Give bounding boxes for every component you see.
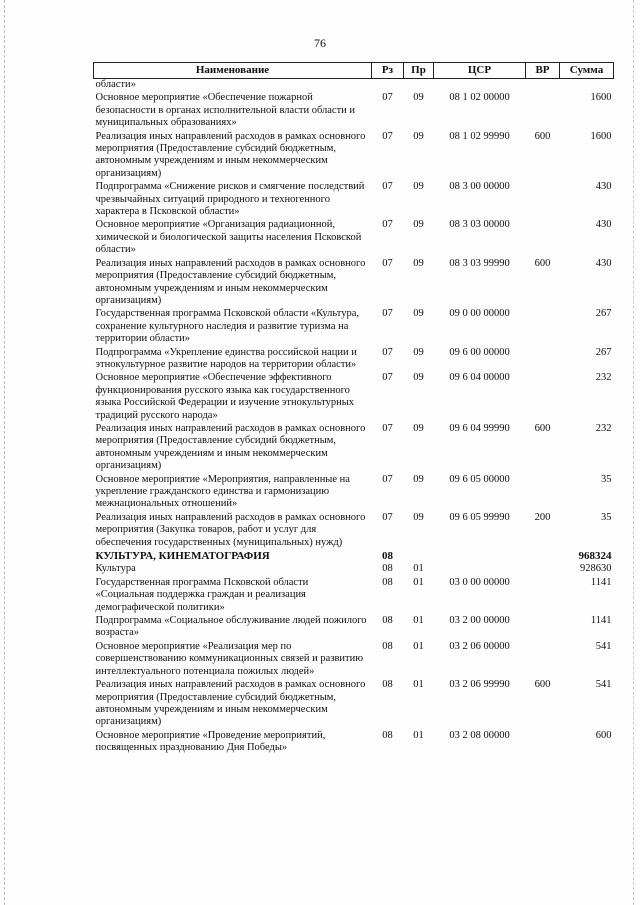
cell-csr: 03 2 00 00000: [449, 615, 510, 627]
cell-vr: [526, 308, 560, 346]
cell-name: Государственная программа Псковской области «Социальная поддержка граждан и реализация демографической политики»: [95, 576, 309, 613]
cell-name: Подпрограмма «Снижение рисков и смягчение последствий чрезвычайных ситуаций природного и техногенного характера в Псковской области»: [95, 181, 365, 218]
cell-rz: 08: [382, 563, 393, 575]
table-row: [94, 79, 614, 93]
cell-csr: [434, 550, 526, 563]
cell-sum: 430: [595, 219, 612, 231]
cell-vr: [526, 347, 560, 373]
cell-csr: 09 6 04 00000: [449, 372, 510, 384]
cell-sum: 232: [595, 422, 612, 434]
cell-vr: [526, 615, 560, 641]
page-number: 76: [314, 36, 326, 50]
cell-sum: [560, 79, 614, 93]
table-row: [94, 92, 614, 130]
cell-rz: 07: [382, 219, 393, 231]
cell-name: Основное мероприятие «Обеспечение эффективного функционирования русского языка как государственного языка Российской Федерации и изучение этнокультурных традиций русского народа»: [95, 372, 355, 421]
cell-vr: [526, 92, 560, 130]
column-header-pr: Пр: [404, 63, 434, 79]
column-header-csr: ЦСР: [434, 63, 526, 79]
cell-name: Основное мероприятие «Проведение мероприятий, посвященных празднованию Дня Победы»: [95, 729, 326, 754]
cell-vr: [526, 577, 560, 615]
cell-sum: 541: [595, 640, 612, 652]
cell-pr: 09: [413, 422, 424, 434]
table-row: [94, 641, 614, 679]
table-row: [94, 423, 614, 474]
cell-rz: 08: [382, 679, 393, 691]
cell-name: Основное мероприятие «Реализация мер по совершенствованию коммуникационных связей и развитию интеллектуального потенциала пожилых людей»: [95, 640, 364, 677]
cell-vr: [526, 563, 560, 576]
table-row: [94, 308, 614, 346]
table-row: [94, 679, 614, 730]
cell-rz: 07: [382, 422, 393, 434]
cell-sum: 430: [595, 181, 612, 193]
cell-vr: 600: [534, 130, 551, 142]
cell-pr: 09: [413, 219, 424, 231]
budget-table: [93, 62, 614, 756]
cell-vr: 200: [534, 511, 551, 523]
cell-pr: 01: [413, 640, 424, 652]
cell-vr: 600: [534, 422, 551, 434]
table-row: [94, 181, 614, 219]
column-header-vr: ВР: [526, 63, 560, 79]
column-header-sum: Сумма: [560, 63, 614, 79]
cell-rz: 08: [382, 550, 393, 563]
cell-csr: 03 2 08 00000: [449, 729, 510, 741]
cell-rz: 08: [382, 640, 393, 652]
cell-name: Реализация иных направлений расходов в рамках основного мероприятия (Предоставление субсидий бюджетным, автономным учреждениям и иным некоммерческим организациям): [95, 130, 366, 179]
cell-csr: 08 1 02 99990: [449, 130, 510, 142]
cell-pr: 09: [413, 308, 424, 320]
cell-pr: 09: [413, 511, 424, 523]
cell-csr: [434, 563, 526, 576]
cell-rz: [372, 79, 404, 93]
cell-rz: 07: [382, 92, 393, 104]
cell-csr: 08 3 00 00000: [449, 181, 510, 193]
cell-pr: 01: [413, 576, 424, 588]
cell-rz: 08: [382, 729, 393, 741]
table-body: [94, 79, 614, 756]
cell-name: области»: [95, 79, 136, 90]
cell-rz: 07: [382, 130, 393, 142]
cell-vr: 600: [534, 679, 551, 691]
cell-rz: 07: [382, 308, 393, 320]
cell-sum: 1600: [590, 92, 612, 104]
column-header-rz: Рз: [372, 63, 404, 79]
cell-vr: [526, 550, 560, 563]
cell-sum: 35: [601, 511, 612, 523]
cell-csr: 03 2 06 99990: [449, 679, 510, 691]
cell-rz: 07: [382, 372, 393, 384]
cell-sum: 968324: [578, 550, 612, 563]
cell-sum: 1141: [590, 576, 612, 588]
table-row-section: [94, 550, 614, 563]
cell-sum: 1600: [590, 130, 612, 142]
table-row: [94, 730, 614, 756]
cell-csr: 08 3 03 00000: [449, 219, 510, 231]
cell-csr: 03 2 06 00000: [449, 640, 510, 652]
cell-sum: 541: [595, 679, 612, 691]
table-row: [94, 219, 614, 257]
table-row: [94, 615, 614, 641]
cell-name: Государственная программа Псковской области «Культура, сохранение культурного наследия и развитие туризма на территории области»: [95, 308, 360, 345]
cell-sum: 267: [595, 346, 612, 358]
cell-rz: 08: [382, 615, 393, 627]
table-row: [94, 563, 614, 576]
table-row: [94, 347, 614, 373]
cell-vr: [526, 181, 560, 219]
table-row: [94, 512, 614, 550]
cell-csr: 03 0 00 00000: [449, 576, 510, 588]
cell-rz: 07: [382, 511, 393, 523]
column-header-name: Наименование: [94, 63, 372, 79]
table-row: [94, 577, 614, 615]
cell-csr: [434, 79, 526, 93]
cell-pr: 01: [413, 563, 424, 575]
cell-pr: 09: [413, 346, 424, 358]
cell-csr: 09 6 05 00000: [449, 473, 510, 485]
cell-rz: 07: [382, 257, 393, 269]
cell-rz: 07: [382, 346, 393, 358]
table-row: [94, 258, 614, 309]
cell-name: Реализация иных направлений расходов в рамках основного мероприятия (Закупка товаров, работ и услуг для обеспечения государственных (муниципальных) нужд): [95, 511, 366, 548]
scan-edge-right: [633, 0, 634, 905]
cell-rz: 08: [382, 576, 393, 588]
cell-csr: 09 0 00 00000: [449, 308, 510, 320]
scan-edge-left: [4, 0, 5, 905]
cell-pr: 09: [413, 372, 424, 384]
cell-name: Подпрограмма «Социальное обслуживание людей пожилого возраста»: [95, 615, 367, 639]
table-row: [94, 131, 614, 182]
cell-rz: 07: [382, 473, 393, 485]
cell-sum: 1141: [590, 615, 612, 627]
cell-sum: 430: [595, 257, 612, 269]
cell-sum: 232: [595, 372, 612, 384]
cell-pr: [404, 550, 434, 563]
cell-vr: [526, 641, 560, 679]
cell-vr: [526, 79, 560, 93]
cell-pr: 09: [413, 181, 424, 193]
cell-name: Реализация иных направлений расходов в рамках основного мероприятия (Предоставление субсидий бюджетным, автономным учреждениям и иным некоммерческим организациям): [95, 257, 366, 306]
cell-sum: 267: [595, 308, 612, 320]
cell-csr: 09 6 05 99990: [449, 511, 510, 523]
cell-name: Реализация иных направлений расходов в рамках основного мероприятия (Предоставление субсидий бюджетным, автономным учреждениям и иным некоммерческим организациям): [95, 422, 366, 472]
cell-sum: 928630: [580, 563, 612, 575]
cell-pr: 09: [413, 92, 424, 104]
cell-pr: 01: [413, 679, 424, 691]
table-header-row: [94, 63, 614, 79]
cell-csr: 08 1 02 00000: [449, 92, 510, 104]
cell-pr: 09: [413, 473, 424, 485]
cell-csr: 08 3 03 99990: [449, 257, 510, 269]
cell-sum: 35: [601, 473, 612, 485]
cell-name: Основное мероприятие «Мероприятия, направленные на укрепление гражданского единства и гармонизацию межнациональных отношений»: [95, 473, 350, 510]
cell-vr: 600: [534, 257, 551, 269]
cell-name: Культура: [95, 563, 136, 575]
table-row: [94, 474, 614, 512]
cell-pr: [404, 79, 434, 93]
cell-vr: [526, 730, 560, 756]
cell-vr: [526, 474, 560, 512]
cell-name: Основное мероприятие «Организация радиационной, химической и биологической защиты населения Псковской области»: [95, 219, 362, 256]
cell-name: Подпрограмма «Укрепление единства российской нации и этнокультурное развитие народов на территории области»: [95, 346, 357, 370]
cell-name: КУЛЬТУРА, КИНЕМАТОГРАФИЯ: [95, 550, 270, 563]
cell-csr: 09 6 04 99990: [449, 422, 510, 434]
cell-name: Реализация иных направлений расходов в рамках основного мероприятия (Предоставление субсидий бюджетным, автономным учреждениям и иным некоммерческим организациям): [95, 679, 366, 728]
cell-rz: 07: [382, 181, 393, 193]
cell-pr: 01: [413, 729, 424, 741]
cell-sum: 600: [595, 729, 612, 741]
cell-vr: [526, 219, 560, 257]
cell-pr: 01: [413, 615, 424, 627]
cell-csr: 09 6 00 00000: [449, 346, 510, 358]
cell-name: Основное мероприятие «Обеспечение пожарной безопасности в органах исполнительной власти области и муниципальных образованиях»: [95, 92, 356, 129]
cell-vr: [526, 372, 560, 423]
table-row: [94, 372, 614, 423]
cell-pr: 09: [413, 257, 424, 269]
cell-pr: 09: [413, 130, 424, 142]
